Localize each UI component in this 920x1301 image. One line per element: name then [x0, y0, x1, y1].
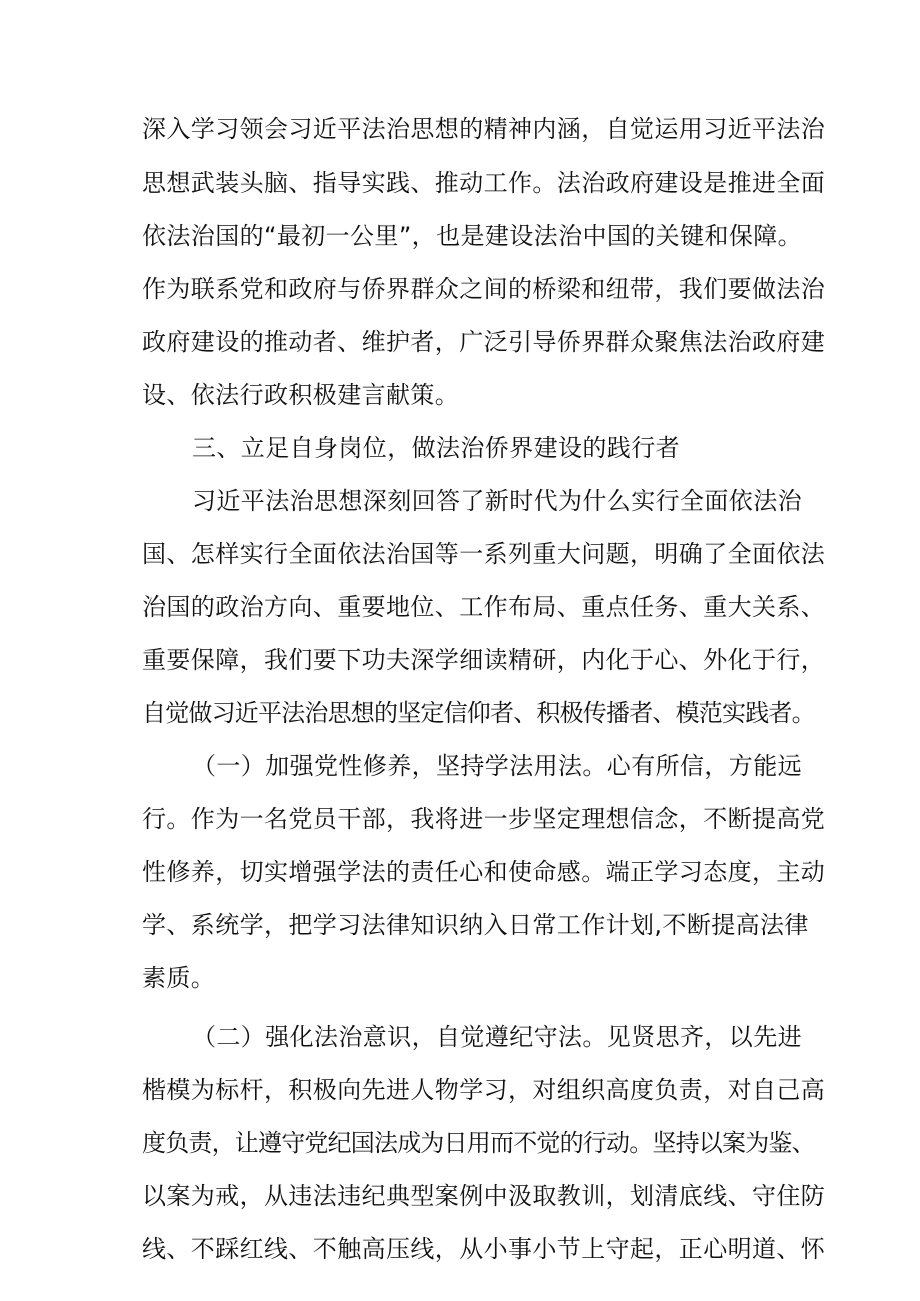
text-line-11: 重要保障，我们要下功夫深学细读精研，内化于心、外化于行， — [142, 646, 826, 674]
text-line-14: 行。作为一名党员干部，我将进一步坚定理想信念，不断提高党 — [142, 805, 826, 833]
text-line-1: 深入学习领会习近平法治思想的精神内涵，自觉运用习近平法治 — [142, 115, 826, 143]
text-line-22: 线、不踩红线、不触高压线，从小事小节上守起，正心明道、怀 — [142, 1235, 826, 1263]
text-line-9: 国、怎样实行全面依法治国等一系列重大问题，明确了全面依法 — [142, 540, 826, 568]
text-line-19: 楷模为标杆，积极向先进人物学习，对组织高度负责，对自己高 — [142, 1076, 826, 1104]
text-line-6: 设、依法行政积极建言献策。 — [142, 381, 460, 409]
text-line-12: 自觉做习近平法治思想的坚定信仰者、积极传播者、模范实践者。 — [142, 699, 815, 727]
subsection-one-start: （一）加强党性修养，坚持学法用法。心有所信，方能远 — [192, 752, 802, 780]
text-line-3: 依法治国的“最初一公里”，也是建设法治中国的关键和保障。 — [142, 222, 803, 250]
text-line-5: 政府建设的推动者、维护者，广泛引导侨界群众聚焦法治政府建 — [142, 328, 826, 356]
subsection-two-start: （二）强化法治意识，自觉遵纪守法。见贤思齐，以先进 — [192, 1023, 802, 1051]
text-line-20: 度负责，让遵守党纪国法成为日用而不觉的行动。坚持以案为鉴、 — [142, 1129, 815, 1157]
text-line-17: 素质。 — [142, 964, 216, 992]
text-line-21: 以案为戒，从违法违纪典型案例中汲取教训，划清底线、守住防 — [142, 1182, 826, 1210]
text-line-8: 习近平法治思想深刻回答了新时代为什么实行全面依法治 — [192, 487, 802, 515]
section-heading: 三、立足自身岗位，做法治侨界建设的践行者 — [192, 434, 680, 462]
text-line-10: 治国的政治方向、重要地位、工作布局、重点任务、重大关系、 — [142, 593, 826, 621]
text-line-16: 学、系统学，把学习法律知识纳入日常工作计划,不断提高法律 — [142, 911, 809, 939]
text-line-2: 思想武装头脑、指导实践、推动工作。法治政府建设是推进全面 — [142, 169, 826, 197]
text-line-4: 作为联系党和政府与侨界群众之间的桥梁和纽带，我们要做法治 — [142, 275, 826, 303]
text-line-15: 性修养，切实增强学法的责任心和使命感。端正学习态度，主动 — [142, 858, 826, 886]
